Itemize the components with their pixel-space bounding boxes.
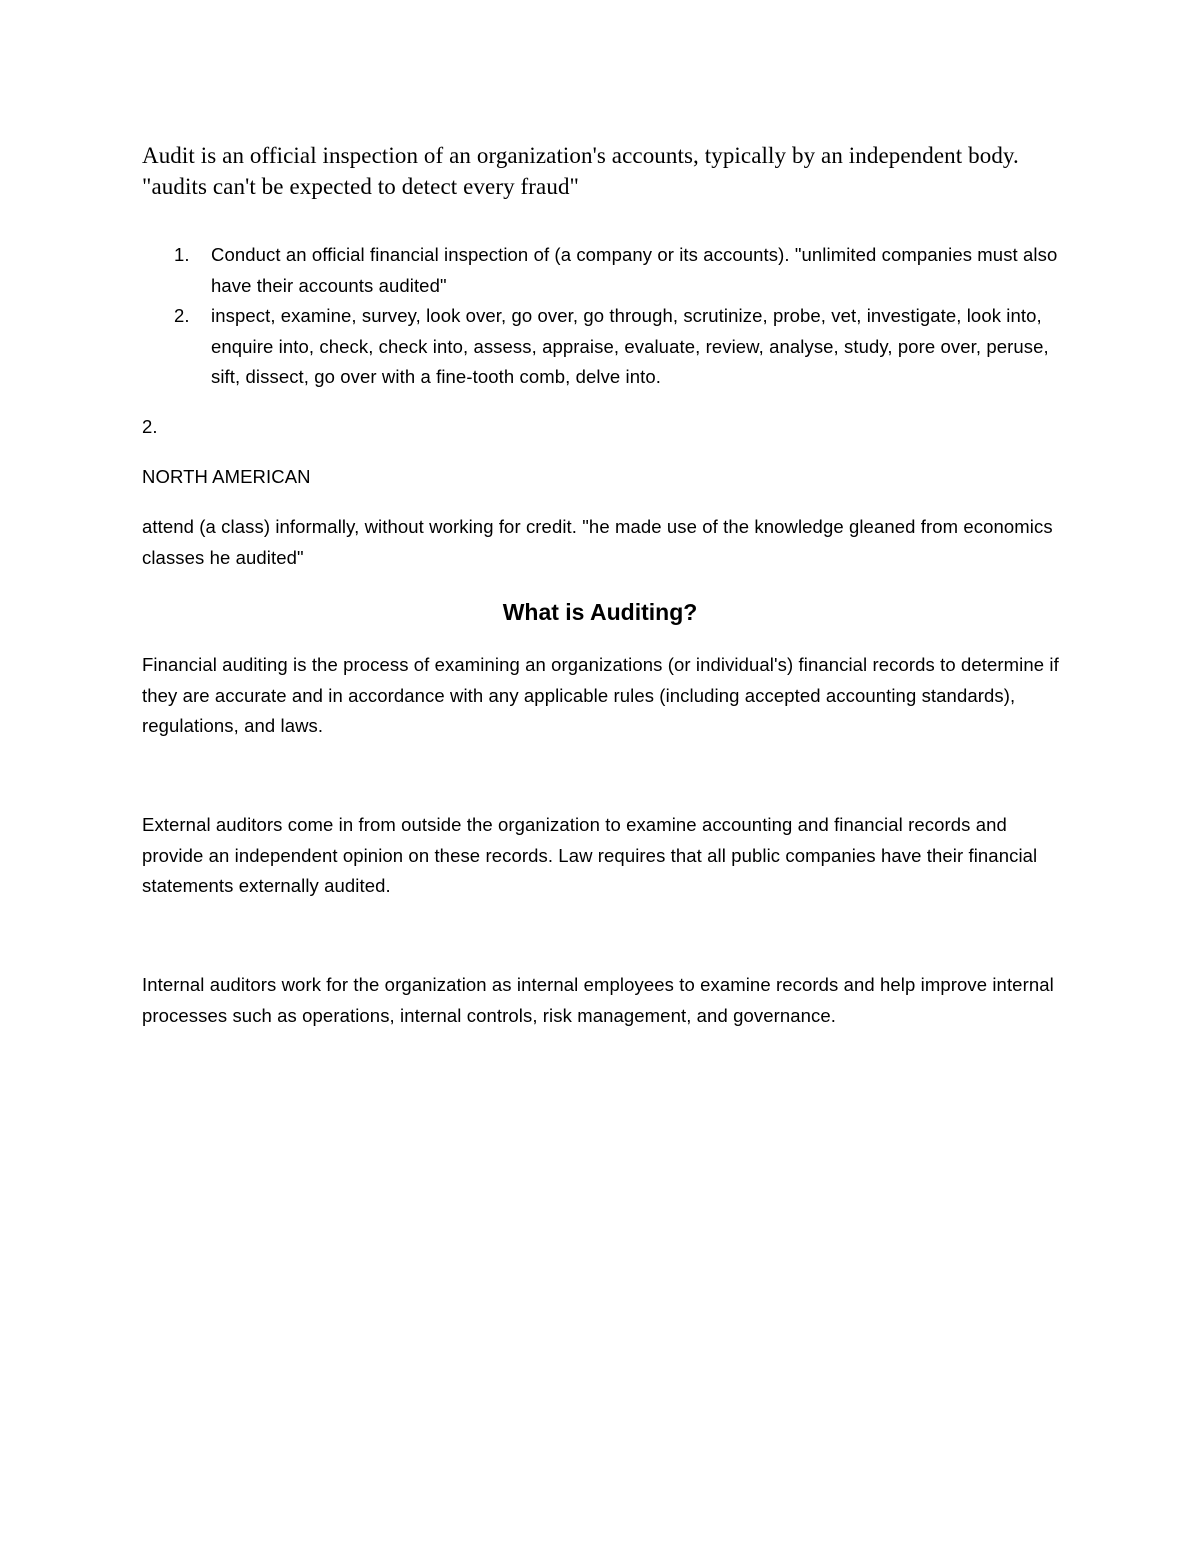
definition-text: inspect, examine, survey, look over, go over, go through, scrutinize, probe, vet, investigate, look into, enquire into, check, check into, assess, appraise, evaluate, review, analyse, study, pore over, peruse, sift, dissect, go over with a fine-tooth comb, delve into. <box>211 305 1049 387</box>
region-label: NORTH AMERICAN <box>142 466 311 487</box>
definition-item-1 <box>142 240 1062 301</box>
definition-number: 1. <box>174 244 190 265</box>
intro-definition <box>142 140 1062 202</box>
paragraph-internal-auditors: Internal auditors work for the organization as internal employees to examine records and help improve internal processes such as operations, internal controls, risk management, and governance. <box>142 974 1054 1026</box>
second-sense-number: 2. <box>142 416 158 437</box>
definition-number: 2. <box>174 305 190 326</box>
paragraph-financial-auditing: Financial auditing is the process of examining an organizations (or individual's) financial records to determine if they are accurate and in accordance with any applicable rules (including accepted accounting standards), regulations, and laws. <box>142 654 1059 736</box>
intro-line-1: Audit is an official inspection of an organization's accounts, typically by an independent body. <box>142 143 1019 168</box>
section-heading: What is Auditing? <box>502 599 698 625</box>
intro-line-2: "audits can't be expected to detect every fraud" <box>142 174 580 199</box>
definition-item-2 <box>142 301 1062 393</box>
definition-list <box>142 240 1062 393</box>
second-sense-definition: attend (a class) informally, without working for credit. "he made use of the knowledge gleaned from economics classes he audited" <box>142 516 1053 568</box>
definition-text: Conduct an official financial inspection of (a company or its accounts). "unlimited companies must also have their accounts audited" <box>211 244 1058 296</box>
paragraph-external-auditors: External auditors come in from outside the organization to examine accounting and financial records and provide an independent opinion on these records. Law requires that all public companies have their financial statements externally audited. <box>142 814 1038 896</box>
